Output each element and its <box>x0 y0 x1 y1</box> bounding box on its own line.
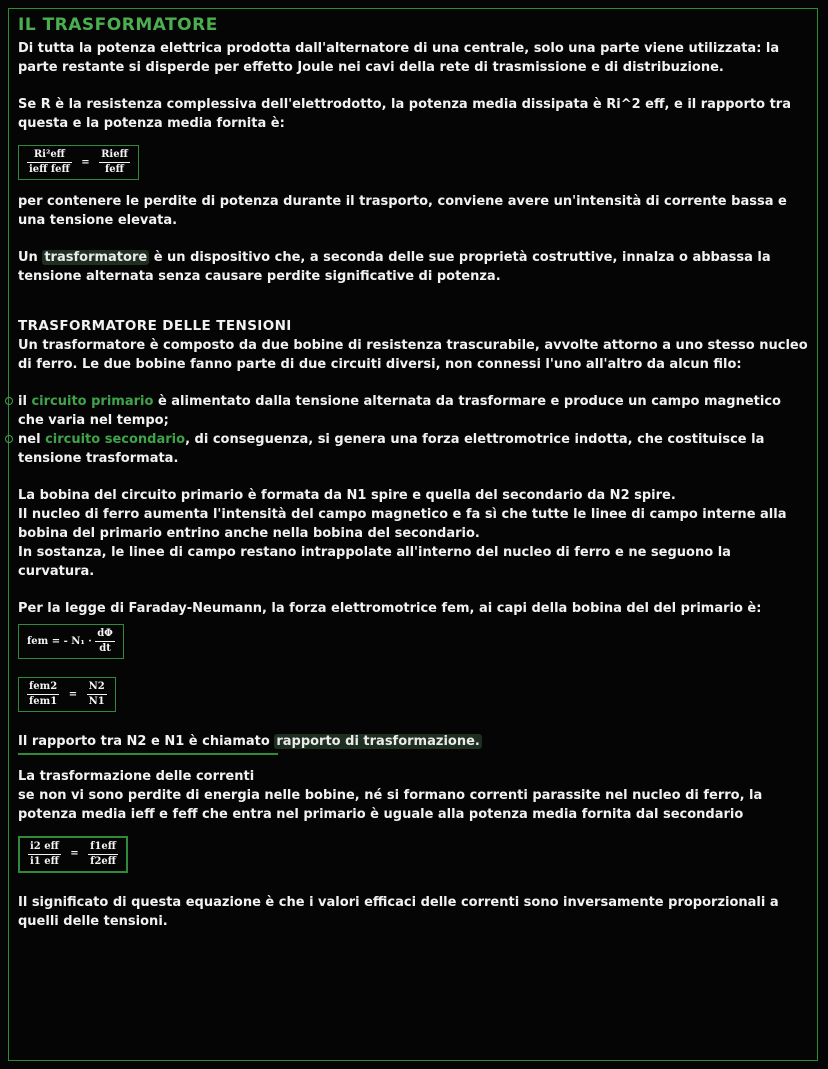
fraction-denominator: N1 <box>88 696 105 707</box>
text-fragment: il <box>18 394 27 409</box>
highlighted-term: circuito secondario <box>45 432 186 447</box>
equals-sign: = <box>68 688 78 700</box>
fraction-denominator: feff <box>105 164 124 175</box>
fraction-numerator: N2 <box>87 681 107 695</box>
fraction-numerator: dΦ <box>95 628 115 642</box>
paragraph-coils: La bobina del circuito primario è formata da N1 spire e quella del secondario da N2 spire. <box>18 488 676 503</box>
text-fragment: , di conseguenza, si genera una forza elettromotrice indotta, che costituisce la tensione trasformata. <box>18 432 765 466</box>
fraction-numerator: fem2 <box>27 681 59 695</box>
paragraph-transformer-definition <box>18 248 808 286</box>
highlighted-term: circuito primario <box>31 394 154 409</box>
paragraph-faraday: Per la legge di Faraday-Neumann, la forza elettromotrice fem, ai capi della bobina del del primario è: <box>18 601 762 616</box>
fraction-left <box>27 149 72 176</box>
fraction-left <box>27 681 59 708</box>
formula-lhs: fem = - N₁ · <box>27 635 92 647</box>
list-item <box>18 392 808 430</box>
paragraph-currents-body: se non vi sono perdite di energia nelle bobine, né si formano correnti parassite nel nucleo di ferro, la potenza media ieff e feff che entra nel primario è uguale alla potenza media fornita dal secondario <box>18 787 763 822</box>
paragraph-field-lines: In sostanza, le linee di campo restano intrappolate all'interno del nucleo di ferro e ne seguono la curvatura. <box>18 545 731 579</box>
fraction-right <box>87 681 107 708</box>
highlighted-term: trasformatore <box>44 250 148 265</box>
paragraph-composition: Un trasformatore è composto da due bobine di resistenza trascurabile, avvolte attorno a uno stesso nucleo di ferro. Le due bobine fanno parte di due circuiti diversi, non connessi l'uno all'altro da alcun filo: <box>18 338 808 372</box>
fraction-numerator: Rieff <box>99 149 130 163</box>
text-fragment: Un <box>18 250 38 265</box>
paragraph-conclusion: Il significato di questa equazione è che i valori efficaci delle correnti sono inversamente proporzionali a quelli delle tensioni. <box>18 894 779 929</box>
bullet-circle-icon <box>5 435 13 443</box>
text-fragment: nel <box>18 432 41 447</box>
fraction-denominator: i1 eff <box>30 855 59 867</box>
document-content <box>18 14 808 931</box>
formula-current-ratio <box>18 836 128 873</box>
fraction-denominator: ieff feff <box>29 164 70 175</box>
formula-faraday <box>18 624 124 659</box>
equals-sign: = <box>70 848 79 859</box>
paragraph-core: Il nucleo di ferro aumenta l'intensità del campo magnetico e fa sì che tutte le linee di campo interne alla bobina del primario entrino anche nella bobina del secondario. <box>18 507 787 541</box>
equals-sign: = <box>81 156 90 168</box>
page-title: IL TRASFORMATORE <box>18 15 218 35</box>
bullet-circle-icon <box>5 397 13 405</box>
fraction-numerator: f1eff <box>88 841 118 855</box>
fraction-denominator: fem1 <box>29 696 58 707</box>
text-fragment: è alimentato dalla tensione alternata da trasformare e produce un campo magnetico che varia nel tempo; <box>18 394 781 428</box>
fraction-denominator: f2eff <box>90 855 117 867</box>
fraction-numerator: Ri²eff <box>27 149 72 163</box>
fraction-denominator: dt <box>99 643 111 654</box>
list-item <box>18 430 808 468</box>
fraction-left <box>28 841 61 868</box>
formula-fem-ratio <box>18 677 116 712</box>
fraction-right <box>88 841 118 868</box>
paragraph-transformation-ratio <box>18 732 808 751</box>
paragraph-losses: per contenere le perdite di potenza durante il trasporto, conviene avere un'intensità di corrente bassa e una tensione elevata. <box>18 194 787 228</box>
text-fragment: Il rapporto tra N2 e N1 è chiamato <box>18 734 270 749</box>
paragraph-currents-heading: La trasformazione delle correnti <box>18 768 255 784</box>
highlighted-term: rapporto di trasformazione. <box>276 734 480 749</box>
fraction-derivative <box>95 628 115 655</box>
section-title: TRASFORMATORE DELLE TENSIONI <box>18 318 292 334</box>
text-fragment: è un dispositivo che, a seconda delle sue proprietà costruttive, innalza o abbassa la tensione alternata senza causare perdite significative di potenza. <box>18 250 771 284</box>
fraction-right <box>99 149 130 176</box>
fraction-numerator: i2 eff <box>28 841 61 855</box>
paragraph-resistance: Se R è la resistenza complessiva dell'elettrodotto, la potenza media dissipata è Ri^2 eff, e il rapporto tra questa e la potenza media fornita è: <box>18 97 791 131</box>
paragraph-intro: Di tutta la potenza elettrica prodotta dall'alternatore di una centrale, solo una parte viene utilizzata: la parte restante si disperde per effetto Joule nei cavi della rete di trasmissione e di distribuzione. <box>18 41 780 75</box>
formula-power-ratio <box>18 145 139 180</box>
